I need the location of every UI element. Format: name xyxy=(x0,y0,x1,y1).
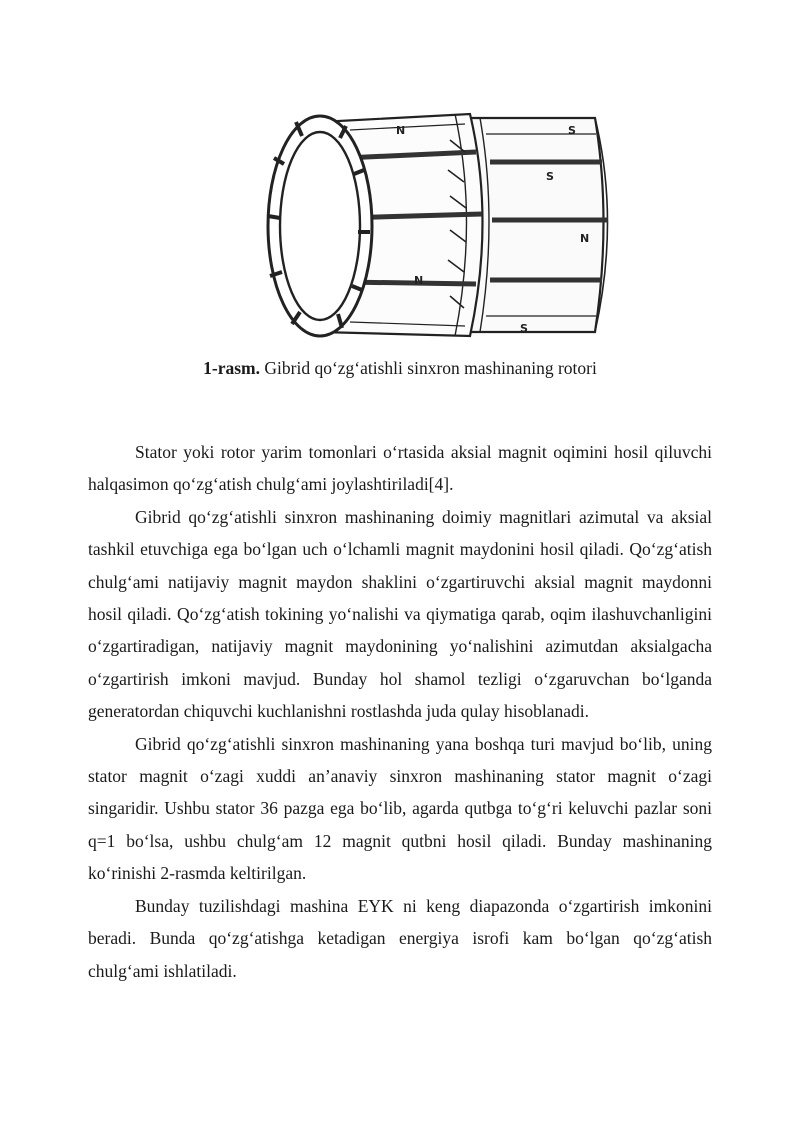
rotor-drawing xyxy=(250,100,630,350)
pole-label: S xyxy=(546,170,554,183)
pole-label: S xyxy=(568,124,576,137)
caption-number: 1-rasm. xyxy=(203,358,261,378)
body-text xyxy=(88,436,712,987)
pole-label: N xyxy=(580,232,590,245)
rotor-right-section xyxy=(465,118,608,332)
pole-label: N xyxy=(396,124,406,137)
paragraph: Gibrid qo‘zg‘atishli sinxron mashinaning yana boshqa turi mavjud bo‘lib, uning stator magnit o‘zagi xuddi an’anaviy sinxron mashinaning stator magnit o‘zagi singaridir. Ushbu stator 36 pazga ega bo‘lib, agarda qutbga to‘g‘ri keluvchi pazlar soni q=1 bo‘lsa, ushbu chulg‘am 12 magnit qutbni hosil qiladi. Bunday mashinaning ko‘rinishi 2-rasmda keltirilgan. xyxy=(88,733,712,884)
paragraph: Gibrid qo‘zg‘atishli sinxron mashinaning doimiy magnitlari azimutal va aksial tashkil etuvchiga ega bo‘lgan uch o‘lchamli magnit maydonini hosil qiladi. Qo‘zg‘atish chulg‘ami natijaviy magnit maydon shaklini o‘zgartiruvchi aksial magnit maydonni hosil qiladi. Qo‘zg‘atish tokining yo‘nalishi va qiymatiga qarab, oqim ilashuvchanligini o‘zgartiradigan, natijaviy magnit maydonining yo‘nalishini azimutdan aksialgacha o‘zgartirish imkoni mavjud. Bunday hol shamol tezligi o‘zgaruvchan bo‘lganda generatordan chiquvchi kuchlanishni rostlashda juda qulay hisoblanadi. xyxy=(88,506,712,722)
figure-caption xyxy=(88,356,712,380)
pole-label: N xyxy=(414,274,424,287)
rotor-end-face xyxy=(268,116,372,336)
caption-text: Gibrid qo‘zg‘atishli sinxron mashinaning rotori xyxy=(260,358,597,378)
pole-label: S xyxy=(520,322,528,335)
rotor-figure xyxy=(250,100,630,350)
paragraph: Bunday tuzilishdagi mashina EYK ni keng diapazonda o‘zgartirish imkonini beradi. Bunda qo‘zg‘atishga ketadigan energiya isrofi kam bo‘lgan qo‘zg‘atish chulg‘ami ishlatiladi. xyxy=(88,895,712,981)
paragraph: Stator yoki rotor yarim tomonlari o‘rtasida aksial magnit oqimini hosil qiluvchi halqasimon qo‘zg‘atish chulg‘ami joylashtiriladi[4]. xyxy=(88,442,712,495)
